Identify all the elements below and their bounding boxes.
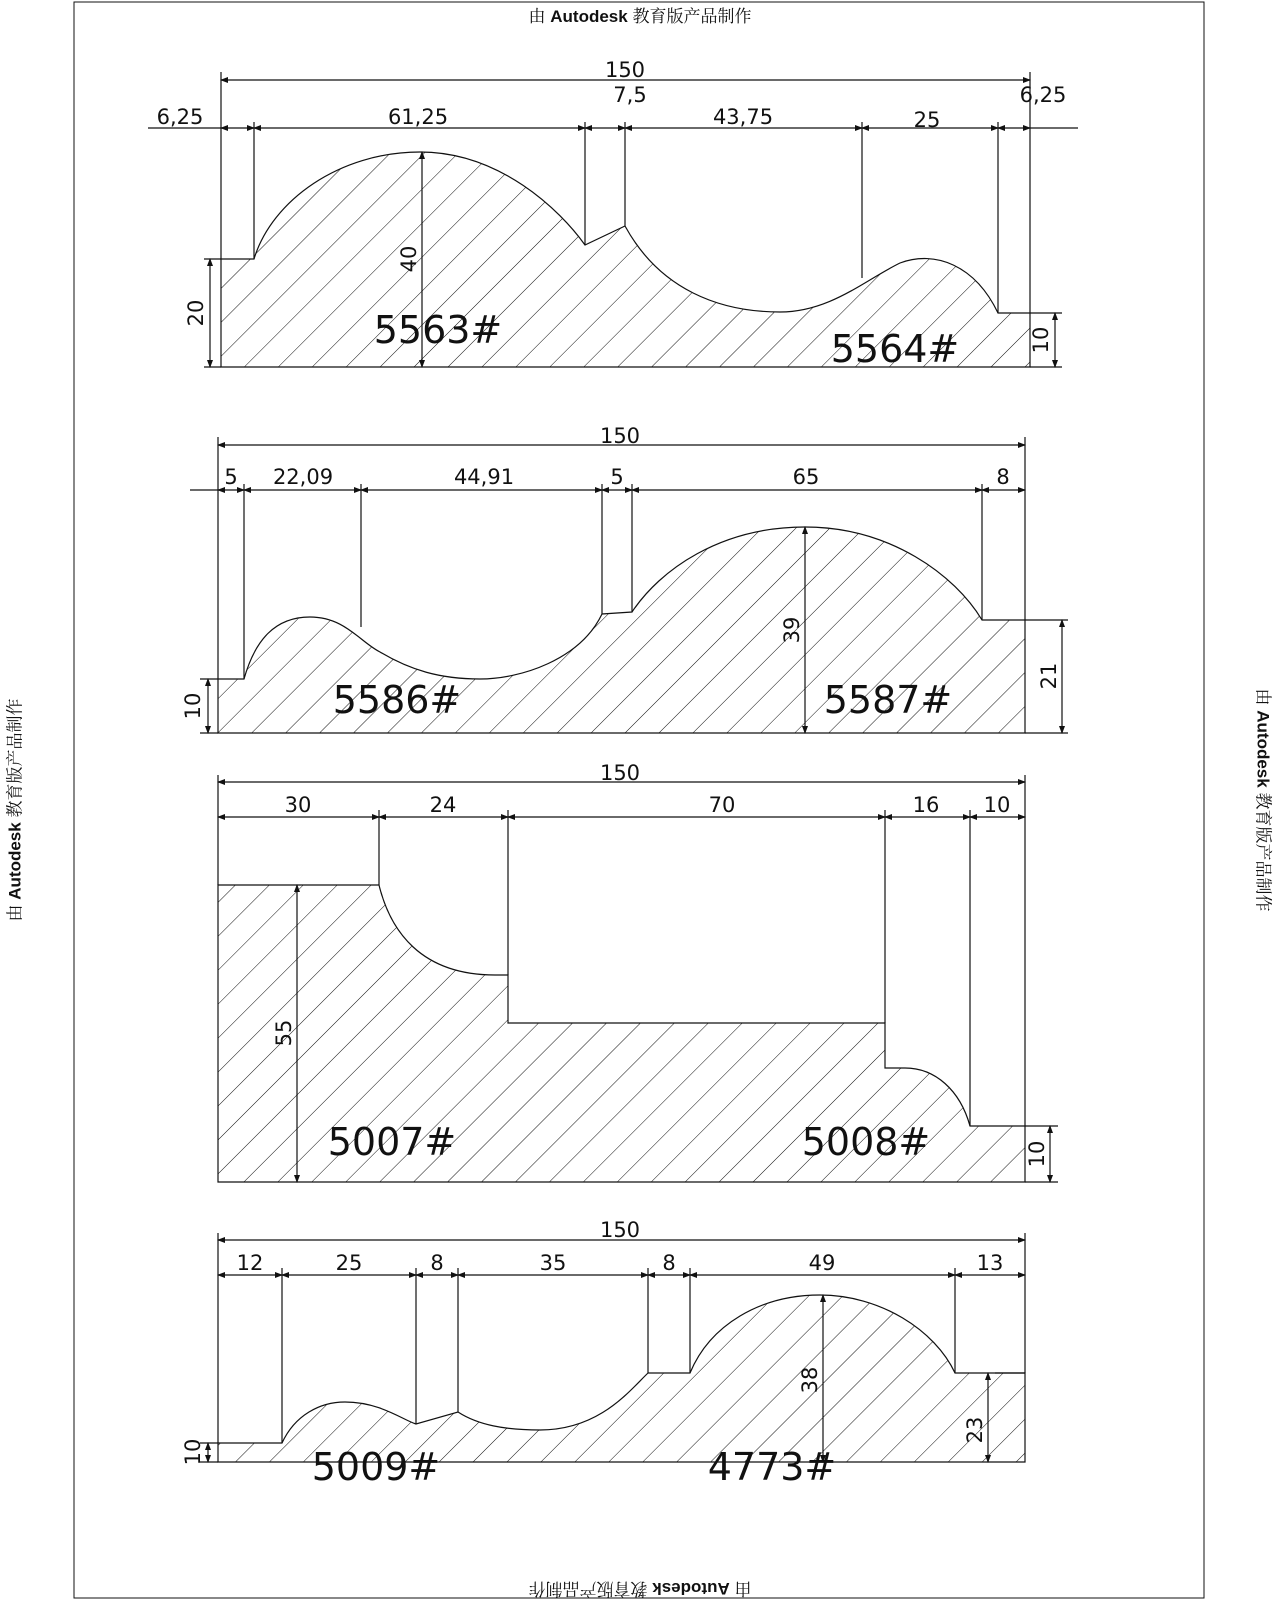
- watermark-left: [1, 699, 26, 922]
- profile-label: 5587#: [823, 678, 953, 722]
- dim-height: 39: [780, 616, 804, 644]
- dim-height: 21: [1037, 662, 1061, 690]
- dim-segment: 16: [912, 793, 940, 817]
- watermark-prefix: 由: [734, 1579, 752, 1598]
- profile-label: 5563#: [373, 308, 503, 352]
- dim-height: 10: [181, 1438, 205, 1466]
- dim-height: 55: [272, 1019, 296, 1047]
- dim-height: 23: [963, 1416, 987, 1444]
- watermark-suffix: 教育版产品制作: [528, 1579, 648, 1598]
- dim-segment: 12: [236, 1251, 264, 1275]
- dim-segment: 43,75: [712, 105, 774, 129]
- dim-segment: 30: [284, 793, 312, 817]
- dim-segment: 5: [224, 465, 238, 489]
- dim-segment: 13: [976, 1251, 1004, 1275]
- profile-5009-4773: [200, 1233, 1025, 1462]
- profile-section-4: [218, 1295, 1025, 1462]
- watermark-prefix: 由: [1253, 688, 1273, 706]
- watermark-suffix: 教育版产品制作: [5, 698, 25, 818]
- dim-segment: 70: [708, 793, 736, 817]
- dim-overall-2: 150: [599, 424, 641, 448]
- profile-label: 4773#: [707, 1445, 837, 1489]
- dim-height: 10: [1029, 326, 1053, 354]
- dim-segment: 8: [662, 1251, 676, 1275]
- watermark-brand: Autodesk: [1253, 710, 1273, 788]
- dim-height: 38: [798, 1366, 822, 1394]
- dim-segment: 10: [983, 793, 1011, 817]
- dim-overall-1: 150: [604, 58, 646, 82]
- dim-overall-4: 150: [599, 1218, 641, 1242]
- dim-overall-3: 150: [599, 761, 641, 785]
- profile-label: 5564#: [830, 327, 960, 371]
- watermark-brand: Autodesk: [550, 7, 628, 26]
- watermark-prefix: 由: [5, 904, 25, 922]
- profile-label: 5007#: [327, 1120, 457, 1164]
- dim-segment: 25: [913, 108, 941, 132]
- watermark-top: [529, 2, 752, 27]
- watermark-suffix: 教育版产品制作: [1253, 792, 1273, 912]
- dim-height: 20: [184, 299, 208, 327]
- dim-segment: 8: [430, 1251, 444, 1275]
- dim-segment: 24: [429, 793, 457, 817]
- dim-segment: 8: [996, 465, 1010, 489]
- watermark-right: [1253, 689, 1278, 912]
- dim-segment: 6,25: [1019, 83, 1067, 107]
- watermark-bottom: [529, 1578, 752, 1603]
- dim-segment: 49: [808, 1251, 836, 1275]
- dim-segment: 65: [792, 465, 820, 489]
- profile-label: 5008#: [801, 1120, 931, 1164]
- watermark-prefix: 由: [528, 7, 546, 26]
- dim-segment: 44,91: [453, 465, 515, 489]
- dim-height: 40: [397, 245, 421, 273]
- dim-segment: 5: [610, 465, 624, 489]
- dim-height: 10: [181, 692, 205, 720]
- dim-segment: 6,25: [156, 105, 204, 129]
- drawing-border: [74, 2, 1204, 1598]
- profile-label: 5009#: [311, 1445, 441, 1489]
- dim-segment: 22,09: [272, 465, 334, 489]
- dim-segment: 61,25: [387, 105, 449, 129]
- dim-height: 10: [1025, 1140, 1049, 1168]
- watermark-brand: Autodesk: [5, 822, 25, 900]
- profile-label: 5586#: [332, 678, 462, 722]
- dim-segment: 25: [335, 1251, 363, 1275]
- dim-segment: 7,5: [613, 83, 647, 107]
- watermark-suffix: 教育版产品制作: [632, 7, 752, 26]
- watermark-brand: Autodesk: [652, 1579, 730, 1598]
- dim-segment: 35: [539, 1251, 567, 1275]
